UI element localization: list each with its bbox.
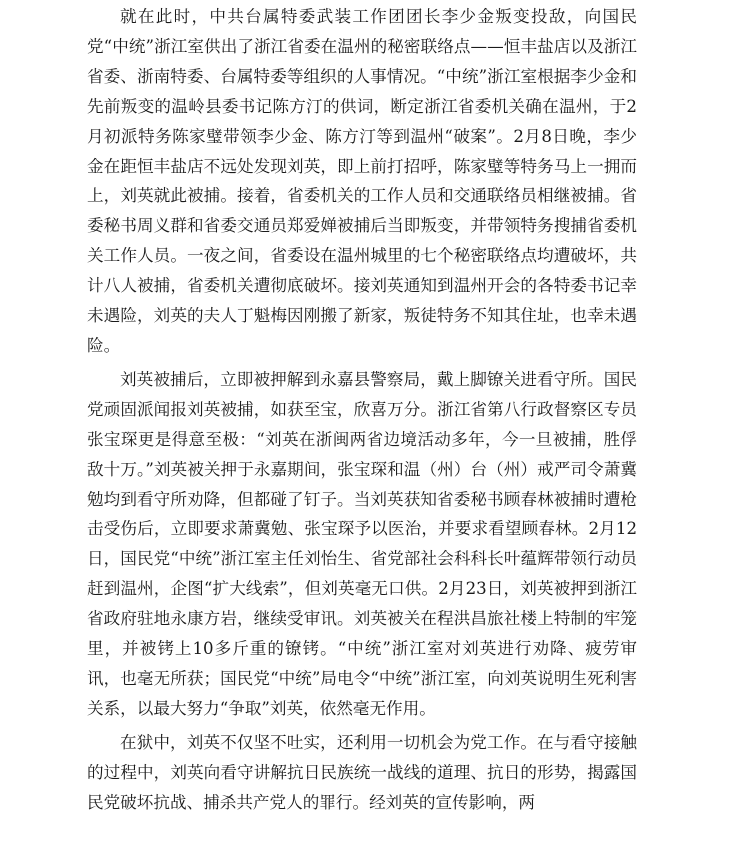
paragraph-1: 就在此时，中共台属特委武装工作团团长李少金叛变投敌，向国民党“中统”浙江室供出了浙江省委在温州的秘密联络点——恒丰盐店以及浙江省委、浙南特委、台属特委等组织的人事情况。“中统”浙江室根据李少金和先前叛变的温岭县委书记陈方汀的供词，断定浙江省委机关确在温州，于2月初派特务陈家璧带领李少金、陈方汀等到温州“破案”。2月8日晚，李少金在距恒丰盐店不远处发现刘英，即上前打招呼，陈家璧等特务马上一拥而上，刘英就此被捕。接着，省委机关的工作人员和交通联络员相继被捕。省委秘书周义群和省委交通员郑爱婵被捕后当即叛变，并带领特务搜捕省委机关工作人员。一夜之间，省委设在温州城里的七个秘密联络点均遭破坏，共计八人被捕，省委机关遭彻底破坏。接刘英通知到温州开会的各特委书记幸未遇险，刘英的夫人丁魁梅因刚搬了新家，叛徒特务不知其住址，也幸未遇险。 (87, 7, 637, 355)
paragraph-2: 刘英被捕后，立即被押解到永嘉县警察局，戴上脚镣关进看守所。国民党顽固派闻报刘英被捕，如获至宝，欣喜万分。浙江省第八行政督察区专员张宝琛更是得意至极：“刘英在浙闽两省边境活动多年，今一旦被捕，胜俘敌十万。”刘英被关押于永嘉期间，张宝琛和温（州）台（州）戒严司令萧冀勉均到看守所劝降，但都碰了钉子。当刘英获知省委秘书顾春林被捕时遭枪击受伤后，立即要求萧冀勉、张宝琛予以医治，并要求看望顾春林。2月12日，国民党“中统”浙江室主任刘怡生、省党部社会科科长叶蕴辉带领行动员赶到温州，企图“扩大线索”，但刘英毫无口供。2月23日，刘英被押到浙江省政府驻地永康方岩，继续受审讯。刘英被关在程洪昌旅社楼上特制的牢笼里，并被铐上10多斤重的镣铐。“中统”浙江室对刘英进行劝降、疲劳审讯，也毫无所获；国民党“中统”局电令“中统”浙江室，向刘英说明生死利害关系，以最大努力“争取”刘英，依然毫无作用。 (87, 369, 637, 718)
paragraph-3: 在狱中，刘英不仅坚不吐实，还利用一切机会为党工作。在与看守接触的过程中，刘英向看守讲解抗日民族统一战线的道理、抗日的形势，揭露国民党破坏抗战、捕杀共产党人的罪行。经刘英的宣传影响，两 (87, 732, 637, 812)
document-page (87, 2, 637, 817)
